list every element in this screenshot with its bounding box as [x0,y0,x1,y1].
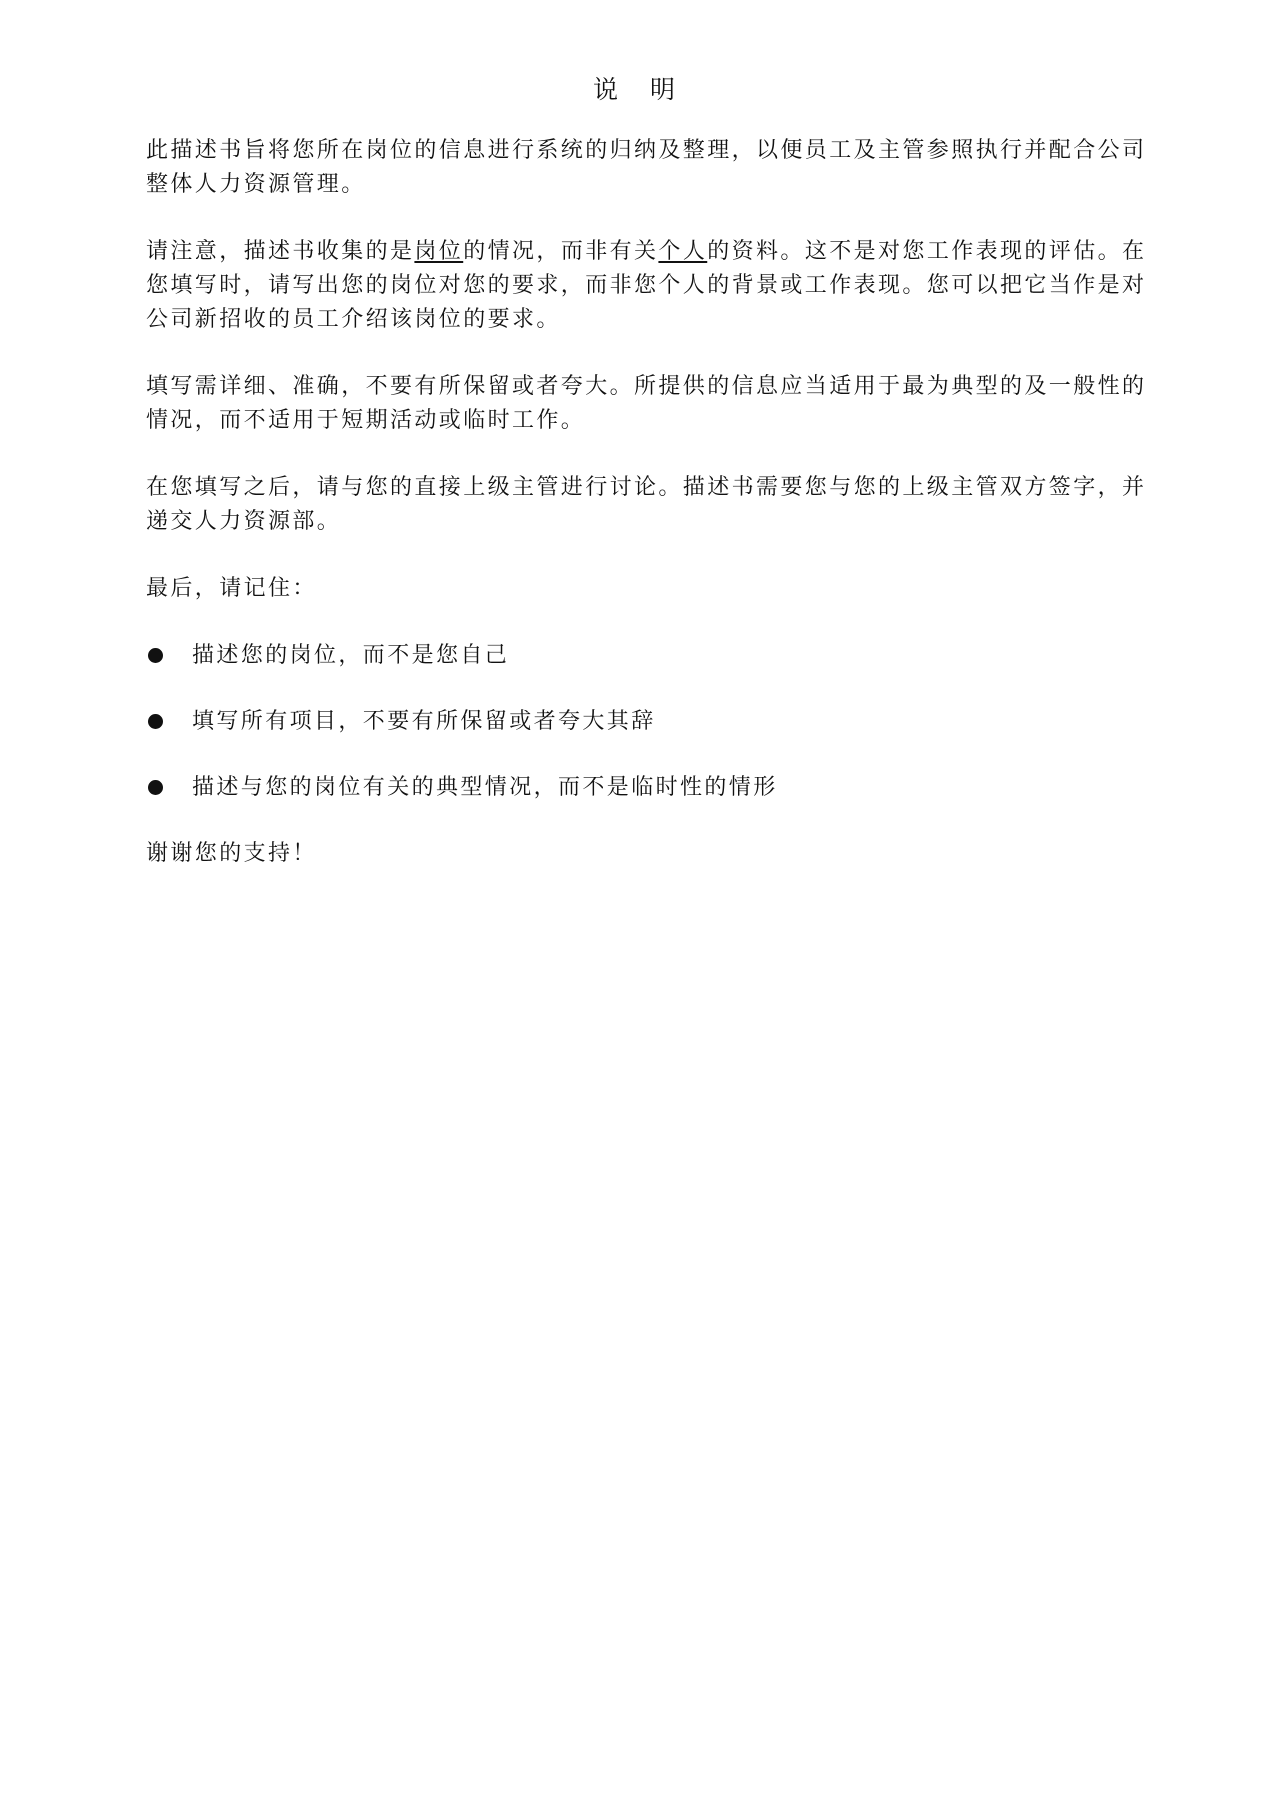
page-title: 说 明 [593,75,687,104]
notice-text-part2: 的情况，而非有关 [463,239,659,264]
reminder-intro: 最后，请记住： [146,576,317,601]
closing-text: 谢谢您的支持！ [146,841,317,866]
bullet-icon [148,648,163,663]
reminder-list [146,639,1150,805]
intro-paragraph: 此描述书旨将您所在岗位的信息进行系统的归纳及整理，以便员工及主管参照执行并配合公司整体人力资源管理。 [146,138,1147,197]
notice-text-part3: 的资料。这不是对您工作表现的评估。在您填写时，请写出您的岗位对您的要求，而非您个人的背景或工作表现。您可以把它当作是对公司新招收的员工介绍该岗位的要求。 [146,239,1147,332]
list-item [146,705,1150,739]
emphasis-position: 岗位 [414,239,464,264]
list-item-text: 描述您的岗位，而不是您自己 [192,643,510,668]
document-body [146,134,1150,871]
list-item-text: 填写所有项目，不要有所保留或者夸大其辞 [192,709,656,734]
list-item [146,639,1150,673]
emphasis-individual: 个人 [658,239,708,264]
accuracy-paragraph: 填写需详细、准确，不要有所保留或者夸大。所提供的信息应当适用于最为典型的及一般性的情况，而不适用于短期活动或临时工作。 [146,374,1147,433]
list-item [146,771,1150,805]
notice-paragraph [146,235,1150,337]
bullet-icon [148,714,163,729]
review-paragraph: 在您填写之后，请与您的直接上级主管进行讨论。描述书需要您与您的上级主管双方签字，并递交人力资源部。 [146,475,1147,534]
list-item-text: 描述与您的岗位有关的典型情况，而不是临时性的情形 [192,775,778,800]
notice-text-part1: 请注意，描述书收集的是 [146,239,415,264]
bullet-icon [148,780,163,795]
